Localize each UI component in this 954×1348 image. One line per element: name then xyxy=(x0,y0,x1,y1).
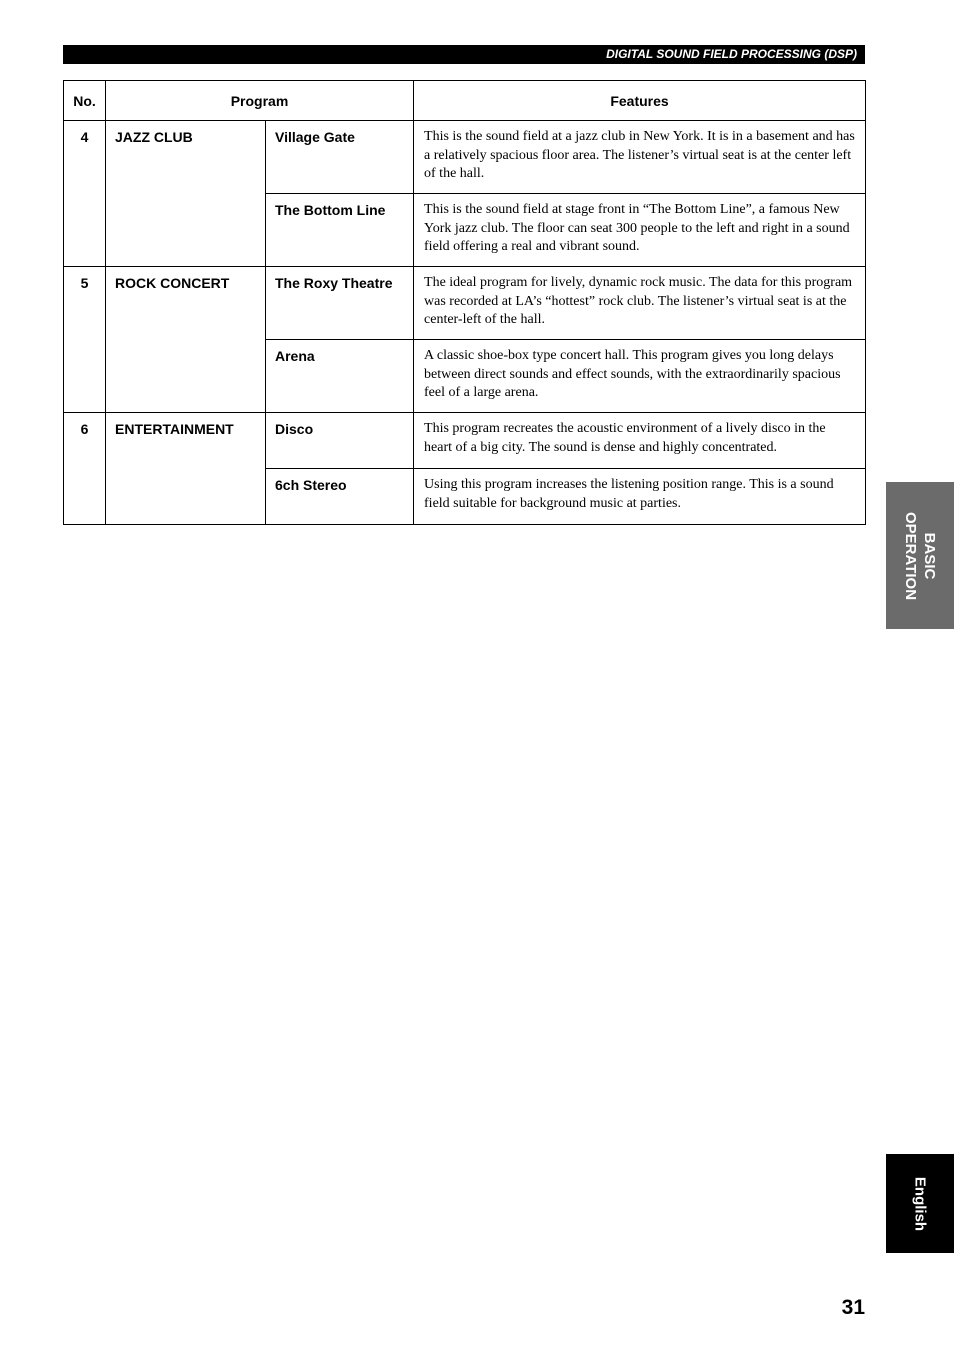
program-number: 5 xyxy=(64,267,106,413)
program-category: ENTERTAINMENT xyxy=(106,413,266,525)
program-category: ROCK CONCERT xyxy=(106,267,266,413)
program-category: JAZZ CLUB xyxy=(106,121,266,267)
side-tab-line-2: OPERATION xyxy=(902,511,919,600)
language-tab-label: English xyxy=(911,1176,929,1231)
basic-operation-side-tab xyxy=(886,482,954,629)
program-name: Arena xyxy=(266,340,414,413)
section-header-bar xyxy=(63,45,865,64)
dsp-program-table xyxy=(63,80,866,525)
program-name: 6ch Stereo xyxy=(266,469,414,525)
program-features: This program recreates the acoustic environment of a lively disco in the heart of a big city. The sound is dense and highly concentrated. xyxy=(414,413,866,469)
program-features: The ideal program for lively, dynamic rock music. The data for this program was recorded at LA’s “hottest” rock club. The listener’s virtual seat is at the center-left of the hall. xyxy=(414,267,866,340)
program-name: The Bottom Line xyxy=(266,194,414,267)
program-name: The Roxy Theatre xyxy=(266,267,414,340)
table-row xyxy=(64,413,866,469)
side-tab-line-1: BASIC xyxy=(921,532,938,579)
table-header-row xyxy=(64,81,866,121)
program-features: A classic shoe-box type concert hall. This program gives you long delays between direct sounds and effect sounds, with the extraordinarily spacious feel of a large arena. xyxy=(414,340,866,413)
side-tab-label xyxy=(901,511,939,599)
program-name: Disco xyxy=(266,413,414,469)
program-features: Using this program increases the listening position range. This is a sound field suitable for background music at parties. xyxy=(414,469,866,525)
section-title: DIGITAL SOUND FIELD PROCESSING (DSP) xyxy=(606,47,857,61)
column-header-no: No. xyxy=(64,81,106,121)
program-name: Village Gate xyxy=(266,121,414,194)
table-row xyxy=(64,267,866,340)
column-header-program: Program xyxy=(106,81,414,121)
language-tab xyxy=(886,1154,954,1253)
table-row xyxy=(64,121,866,194)
column-header-features: Features xyxy=(414,81,866,121)
program-features: This is the sound field at a jazz club in New York. It is in a basement and has a relatively spacious floor area. The listener’s virtual seat is at the center left of the hall. xyxy=(414,121,866,194)
page-number: 31 xyxy=(841,1296,865,1319)
program-number: 4 xyxy=(64,121,106,267)
program-number: 6 xyxy=(64,413,106,525)
program-features: This is the sound field at stage front in “The Bottom Line”, a famous New York jazz club. The floor can seat 300 people to the left and right in a sound field offering a real and vibrant sound. xyxy=(414,194,866,267)
